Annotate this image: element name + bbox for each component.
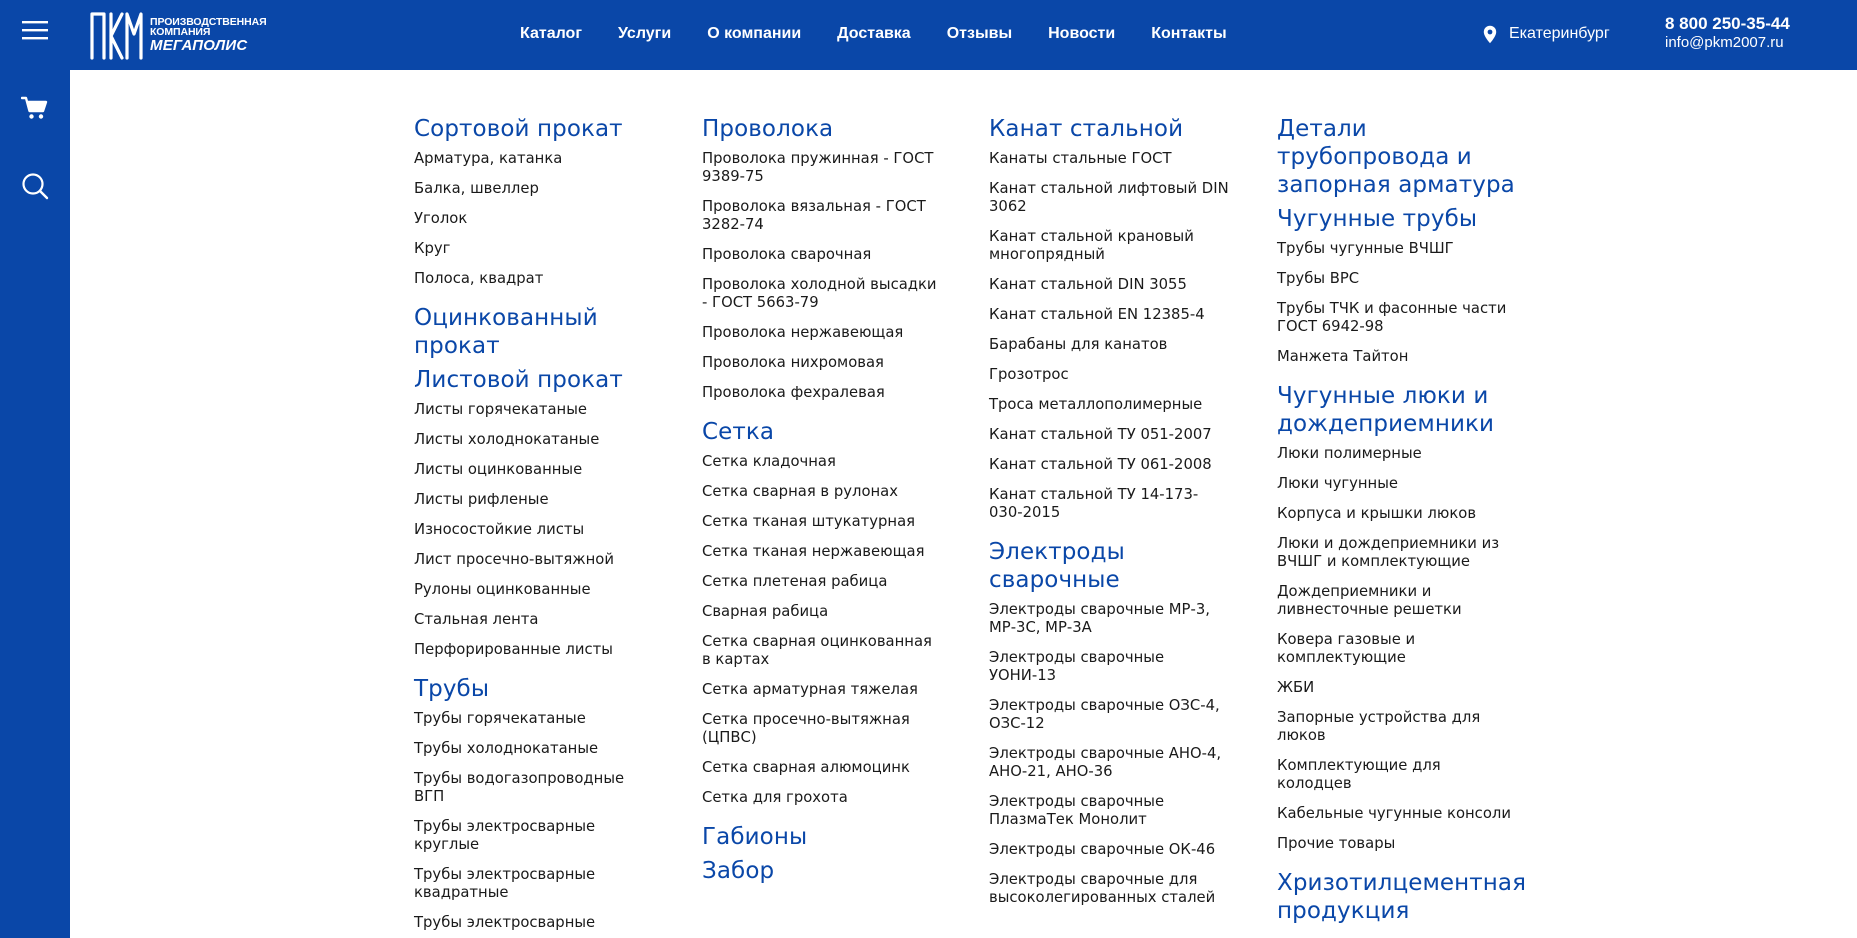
catalog-subcategory-link[interactable]: Сетка тканая штукатурная bbox=[702, 513, 916, 530]
catalog-subcategory-link[interactable]: Перфорированные листы bbox=[414, 641, 613, 658]
catalog-subcategory-list bbox=[1277, 239, 1525, 372]
logo-line-3: МЕГАПОЛИС bbox=[150, 37, 248, 55]
menu-icon bbox=[22, 20, 48, 40]
catalog-subcategory-link[interactable]: Люки полимерные bbox=[1277, 445, 1422, 462]
catalog-column-3 bbox=[989, 115, 1237, 923]
catalog-subcategory-link[interactable]: Сетка сварная оцинкованная в картах bbox=[702, 633, 932, 668]
catalog-subcategory-link[interactable]: Люки чугунные bbox=[1277, 475, 1399, 492]
catalog-subcategory-link[interactable]: ЖБИ bbox=[1277, 679, 1315, 696]
nav-item-about[interactable]: О компании bbox=[707, 25, 802, 42]
catalog-subcategory-link[interactable]: Троса металлополимерные bbox=[989, 396, 1203, 413]
catalog-subcategory-link[interactable]: Ковера газовые и комплектующие bbox=[1277, 631, 1416, 666]
catalog-subcategory-link[interactable]: Грозотрос bbox=[989, 366, 1069, 383]
catalog-subcategory-link[interactable]: Кабельные чугунные консоли bbox=[1277, 805, 1511, 822]
phone-link[interactable]: 8 800 250-35-44 bbox=[1665, 14, 1790, 33]
city-name: Екатеринбург bbox=[1509, 25, 1610, 42]
catalog-subcategory-link[interactable]: Электроды сварочные ОЗС-4, ОЗС-12 bbox=[989, 697, 1220, 732]
catalog-subcategory-link[interactable]: Трубы электросварные квадратные bbox=[414, 866, 596, 901]
catalog-column-4 bbox=[1277, 115, 1525, 931]
nav-item-delivery[interactable]: Доставка bbox=[837, 25, 911, 42]
nav-item-contacts[interactable]: Контакты bbox=[1151, 25, 1227, 42]
logo-mark-icon bbox=[88, 6, 144, 64]
catalog-subcategory-link[interactable]: Трубы ВРС bbox=[1277, 270, 1360, 287]
catalog-subcategory-link[interactable]: Сетка тканая нержавеющая bbox=[702, 543, 925, 560]
logo[interactable] bbox=[88, 6, 267, 64]
catalog-subcategory-link[interactable]: Трубы электросварные круглые bbox=[414, 818, 596, 853]
catalog-subcategory-link[interactable]: Трубы холоднокатаные bbox=[414, 740, 599, 757]
catalog-category-title[interactable]: Хризотилцементная продукция bbox=[1277, 870, 1527, 924]
catalog-subcategory-link[interactable]: Проволока нержавеющая bbox=[702, 324, 904, 341]
catalog-subcategory-link[interactable]: Стальная лента bbox=[414, 611, 539, 628]
catalog-subcategory-link[interactable]: Канат стальной лифтовый DIN 3062 bbox=[989, 180, 1229, 215]
catalog-subcategory-link[interactable]: Трубы чугунные ВЧШГ bbox=[1277, 240, 1454, 257]
catalog-subcategory-link[interactable]: Листы рифленые bbox=[414, 491, 549, 508]
catalog-category-title[interactable]: Канат стальной bbox=[989, 116, 1184, 142]
catalog-category-title[interactable]: Сетка bbox=[702, 419, 775, 445]
catalog-subcategory-link[interactable]: Сетка кладочная bbox=[702, 453, 836, 470]
menu-button[interactable] bbox=[0, 0, 70, 60]
catalog-subcategory-link[interactable]: Трубы водогазопроводные ВГП bbox=[414, 770, 625, 805]
catalog-subcategory-link[interactable]: Проволока сварочная bbox=[702, 246, 872, 263]
catalog-subcategory-link[interactable]: Запорные устройства для люков bbox=[1277, 709, 1481, 744]
catalog-subcategory-link[interactable]: Электроды сварочные МР-3, МР-3С, МР-3А bbox=[989, 601, 1210, 636]
catalog-subcategory-link[interactable]: Дождеприемники и ливнесточные решетки bbox=[1277, 583, 1462, 618]
catalog-subcategory-link[interactable]: Сетка для грохота bbox=[702, 789, 848, 806]
nav-item-news[interactable]: Новости bbox=[1048, 25, 1116, 42]
catalog-subcategory-link[interactable]: Лист просечно-вытяжной bbox=[414, 551, 614, 568]
nav-item-catalog[interactable]: Каталог bbox=[520, 25, 582, 42]
catalog-column-2 bbox=[702, 115, 950, 891]
catalog-category-title[interactable]: Чугунные трубы bbox=[1277, 206, 1478, 232]
catalog-subcategory-link[interactable]: Трубы электросварные bbox=[414, 914, 596, 931]
logo-text bbox=[150, 17, 267, 54]
catalog-subcategory-list bbox=[1277, 444, 1525, 859]
catalog-subcategory-link[interactable]: Сварная рабица bbox=[702, 603, 829, 620]
catalog-category-title[interactable]: Забор bbox=[702, 858, 775, 884]
catalog-subcategory-link[interactable]: Сетка арматурная тяжелая bbox=[702, 681, 918, 698]
nav-item-services[interactable]: Услуги bbox=[617, 25, 672, 42]
catalog-subcategory-link[interactable]: Сетка сварная в рулонах bbox=[702, 483, 899, 500]
catalog-subcategory-link[interactable]: Комплектующие для колодцев bbox=[1277, 757, 1441, 792]
catalog-subcategory-link[interactable]: Трубы ТЧК и фасонные части ГОСТ 6942-98 bbox=[1277, 300, 1507, 335]
catalog-subcategory-list bbox=[702, 452, 950, 813]
catalog-subcategory-list bbox=[414, 400, 662, 665]
catalog-subcategory-link[interactable]: Листы холоднокатаные bbox=[414, 431, 600, 448]
catalog-subcategory-link[interactable]: Проволока вязальная - ГОСТ 3282-74 bbox=[702, 198, 926, 233]
catalog-subcategory-link[interactable]: Канат стальной ТУ 061-2008 bbox=[989, 456, 1212, 473]
catalog-subcategory-link[interactable]: Балка, швеллер bbox=[414, 180, 539, 197]
logo-line-1: ПРОИЗВОДСТВЕННАЯ bbox=[150, 15, 267, 28]
catalog-subcategory-link[interactable]: Износостойкие листы bbox=[414, 521, 585, 538]
catalog-subcategory-link[interactable]: Листы оцинкованные bbox=[414, 461, 583, 478]
location-pin-icon bbox=[1483, 25, 1497, 44]
catalog-subcategory-link[interactable]: Сетка просечно-вытяжная (ЦПВС) bbox=[702, 711, 910, 746]
city-selector[interactable] bbox=[1483, 0, 1610, 68]
catalog-menu bbox=[0, 70, 1857, 938]
nav-item-reviews[interactable]: Отзывы bbox=[946, 25, 1013, 42]
catalog-subcategory-link[interactable]: Арматура, катанка bbox=[414, 150, 563, 167]
catalog-category-title[interactable]: Габионы bbox=[702, 824, 808, 850]
catalog-subcategory-link[interactable]: Проволока холодной высадки - ГОСТ 5663-79 bbox=[702, 276, 937, 311]
catalog-subcategory-link[interactable]: Электроды сварочные для высоколегированных сталей bbox=[989, 871, 1216, 906]
catalog-subcategory-link[interactable]: Электроды сварочные АНО-4, АНО-21, АНО-36 bbox=[989, 745, 1222, 780]
catalog-category-title[interactable]: Проволока bbox=[702, 116, 834, 142]
catalog-subcategory-link[interactable]: Корпуса и крышки люков bbox=[1277, 505, 1477, 522]
catalog-subcategory-link[interactable]: Электроды сварочные ОК-46 bbox=[989, 841, 1216, 858]
catalog-category-title[interactable]: Трубы bbox=[414, 676, 490, 702]
catalog-category-title[interactable]: Сортовой прокат bbox=[414, 116, 623, 142]
catalog-subcategory-list bbox=[414, 709, 662, 938]
catalog-subcategory-link[interactable]: Проволока пружинная - ГОСТ 9389-75 bbox=[702, 150, 934, 185]
top-header bbox=[70, 0, 1857, 70]
catalog-subcategory-list bbox=[989, 600, 1237, 913]
catalog-subcategory-link[interactable]: Сетка сварная алюмоцинк bbox=[702, 759, 910, 776]
catalog-subcategory-link[interactable]: Полоса, квадрат bbox=[414, 270, 544, 287]
catalog-subcategory-link[interactable]: Прочие товары bbox=[1277, 835, 1396, 852]
catalog-subcategory-link[interactable]: Проволока нихромовая bbox=[702, 354, 884, 371]
catalog-subcategory-link[interactable]: Проволока фехралевая bbox=[702, 384, 885, 401]
catalog-subcategory-link[interactable]: Канат стальной ТУ 051-2007 bbox=[989, 426, 1212, 443]
catalog-subcategory-link[interactable]: Электроды сварочные ПлазмаТек Монолит bbox=[989, 793, 1165, 828]
catalog-subcategory-link[interactable]: Сетка плетеная рабица bbox=[702, 573, 888, 590]
catalog-subcategory-link[interactable]: Уголок bbox=[414, 210, 468, 227]
catalog-subcategory-link[interactable]: Рулоны оцинкованные bbox=[414, 581, 591, 598]
catalog-subcategory-link[interactable]: Канат стальной EN 12385-4 bbox=[989, 306, 1205, 323]
catalog-category-title[interactable]: Оцинкованный прокат bbox=[414, 305, 598, 359]
catalog-subcategory-link[interactable]: Листы горячекатаные bbox=[414, 401, 588, 418]
catalog-category-title[interactable]: Листовой прокат bbox=[414, 367, 623, 393]
catalog-subcategory-link[interactable]: Канаты стальные ГОСТ bbox=[989, 150, 1172, 167]
catalog-subcategory-link[interactable]: Люки и дождеприемники из ВЧШГ и комплектующие bbox=[1277, 535, 1500, 570]
catalog-subcategory-link[interactable]: Манжета Тайтон bbox=[1277, 348, 1409, 365]
catalog-subcategory-link[interactable]: Канат стальной ТУ 14-173-030-2015 bbox=[989, 486, 1199, 521]
catalog-subcategory-link[interactable]: Канат стальной DIN 3055 bbox=[989, 276, 1187, 293]
catalog-category-title[interactable]: Электроды сварочные bbox=[989, 539, 1125, 593]
catalog-subcategory-link[interactable]: Трубы горячекатаные bbox=[414, 710, 586, 727]
email-link[interactable]: info@pkm2007.ru bbox=[1665, 34, 1784, 51]
logo-line-2: КОМПАНИЯ bbox=[150, 26, 211, 39]
main-nav bbox=[520, 0, 1263, 68]
catalog-category-title[interactable]: Детали трубопровода и запорная арматура bbox=[1277, 116, 1515, 198]
catalog-subcategory-link[interactable]: Электроды сварочные УОНИ-13 bbox=[989, 649, 1165, 684]
catalog-category-title[interactable]: Чугунные люки и дождеприемники bbox=[1277, 383, 1495, 437]
catalog-subcategory-link[interactable]: Круг bbox=[414, 240, 451, 257]
catalog-subcategory-list bbox=[989, 149, 1237, 528]
catalog-subcategory-list bbox=[702, 149, 950, 408]
catalog-subcategory-list bbox=[414, 149, 662, 294]
catalog-subcategory-link[interactable]: Канат стальной крановый многопрядный bbox=[989, 228, 1194, 263]
header-contacts bbox=[1665, 14, 1790, 52]
catalog-subcategory-link[interactable]: Барабаны для канатов bbox=[989, 336, 1168, 353]
catalog-column-1 bbox=[414, 115, 662, 938]
